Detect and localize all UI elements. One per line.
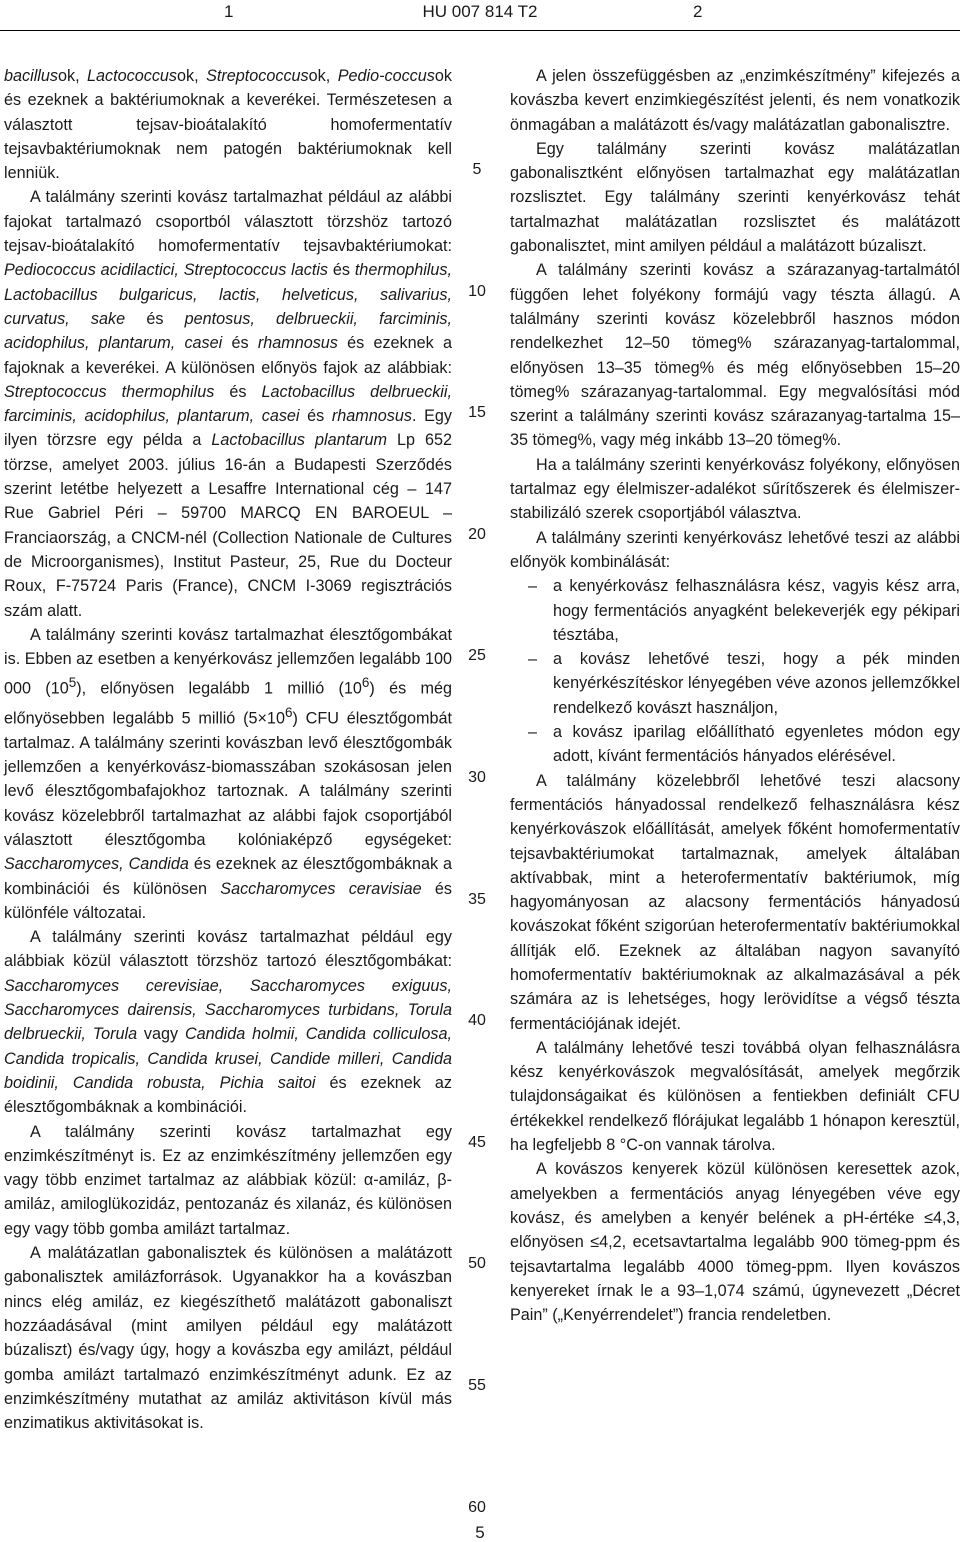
right-paragraph: Ha a találmány szerinti kenyérkovász folyékony, előnyösen tartalmaz egy élelmiszer-adalékot sűrítőszerek és élelmiszer-stabilizáló szerek csoportjából választva.: [510, 455, 960, 523]
right-paragraph: A találmány lehetővé teszi továbbá olyan felhasználásra kész kenyérkovászok megvalósítását, amelyek megőrzik tulajdonságaikat és különösen a fentiekben definiált CFU értékekkel rendelkező flórájukat legalább 1 hónapon keresztül, ha legfeljebb 8 °C-on vannak tárolva.: [510, 1038, 960, 1155]
list-item: [510, 574, 960, 647]
line-number: 55: [468, 1377, 486, 1394]
line-number: 20: [468, 525, 486, 543]
left-paragraph: A malátázatlan gabonalisztek és különösen a malátázott gabonalisztek amilázforrások. Ugyanakkor ha a kovászban nincs elég amiláz, ez kiegészíthető malátázott gabonaliszt hozzáadásával (mint amilyen például egy malátázott búzaliszt) és/vagy úgy, hogy a kovászba egy amilázt, például gomba amilázt tartalmazó enzimkészítményt adunk. Ez az enzimkészítmény mutathat az amiláz aktivitáson kívül más enzimatikus aktivitásokat is.: [4, 1244, 452, 1433]
line-number: 10: [468, 282, 486, 300]
left-paragraph: A találmány szerinti kovász tartalmazhat például egy alábbiak közül választott törzshöz tartozó élesztőgombákat: Saccharomyces cerevisiae, Saccharomyces exiguus, Saccharomyces dairensis, Saccharomyces turbidans, Torula delbrueckii, Torula vagy Candida holmii, Candida colliculosa, Candida tropicalis, Candida krusei, Candide milleri, Candida boidinii, Candida robusta, Pichia saitoi és ezeknek az élesztőgombáknak a kombinációi.: [4, 928, 452, 1117]
list-item-text: a kenyérkovász felhasználásra kész, vagyis kész arra, hogy fermentációs anyagként belekeverjék egy pékipari tésztába,: [553, 577, 960, 644]
header-rule: [0, 30, 960, 31]
list-dash: –: [528, 650, 538, 669]
right-paragraph: Egy találmány szerinti kovász malátázatlan gabonalisztként előnyösen tartalmazhat egy malátázatlan rozslisztet. Egy találmány szerinti kenyérkovász tehát tartalmazhat malátázatlan rozslisztet és malátázott gabonalisztet, mint amilyen például a malátázott búzaliszt.: [510, 139, 960, 256]
page-number-left: 1: [224, 2, 234, 21]
left-paragraph: A találmány szerinti kovász tartalmazhat egy enzimkészítményt is. Ez az enzimkészítmény jellemzően egy vagy több enzimet tartalmaz az alábbiak közül: α-amiláz, β-amiláz, amiloglükozidáz, pentozanáz és xilanáz, és különösen egy vagy több gomba amilázt tartalmaz.: [4, 1122, 452, 1238]
left-paragraph: A találmány szerinti kovász tartalmazhat élesztőgombákat is. Ebben az esetben a kenyérkovász jellemzően legalább 100 000 $(10^5)$, előnyösen legalább 1 millió $(10^6)$ és még előnyösebben legalább 5 millió $(5\times 10^6)$ CFU élesztőgombát tartalmaz. A találmány szerinti kovászban levő élesztőgombák jellemzően a kenyérkovász-biomasszában szokásosan jelen levő élesztőgombafajokhoz tartoznak. A találmány szerinti kovász közelebbről tartalmazhat az alábbi fajok csoportjából választott élesztőgomba kolóniaképző egységeket: Saccharomyces, Candida és ezeknek az élesztőgombáknak a kombinációi és különösen Saccharomyces ceravisiae és különféle változatai.: [4, 625, 453, 922]
document-id: HU 007 814 T2: [422, 2, 538, 21]
line-number: 45: [468, 1133, 486, 1151]
line-number: 50: [468, 1255, 486, 1273]
right-paragraph: A találmány szerinti kovász a szárazanyag-tartalmától függően lehet folyékony formájú vagy tészta állagú. A találmány szerinti kovász közelebbről hasznos módon rendelkezhet 12–50 tömeg% szárazanyag-tartalommal, előnyösen 13–35 tömeg% és még előnyösebben 15–20 tömeg% szárazanyag-tartalommal. Egy megvalósítási mód szerint a találmány szerinti kovász szárazanyag-tartalma 15–35 tömeg%, vagy még inkább 13–20 tömeg%.: [510, 261, 960, 450]
list-item-text: a kovász iparilag előállítható egyenletes módon egy adott, kívánt fermentációs hányados elérésével.: [553, 723, 960, 766]
left-column: [4, 64, 452, 1435]
right-paragraph: A jelen összefüggésben az „enzimkészítmény” kifejezés a kovászba kevert enzimkiegészítést jelenti, és nem vonatkozik önmagában a malátázott és/vagy malátázatlan gabonalisztre.: [510, 67, 960, 134]
advantages-list: [510, 574, 960, 768]
list-dash: –: [528, 723, 538, 742]
right-paragraph: A találmány közelebbről lehetővé teszi alacsony fermentációs hányadossal rendelkező felhasználásra kész kenyérkovászok előállítását, amelyek főként homofermentatív tejsavbaktériumokat tartalmaznak, amelyek általában aktívabbak, mint a heterofermentatív baktériumok, míg hagyományosan az alacsony fermentációs hányadosú kovászokat főként szigorúan heterofermentatív baktériumokkal állítják elő. Ezeknek az általában nagyon savanyító homofermentatív baktériumoknak az alkalmazásával a pék számára az is lehetséges, hogy lerövidítse a végső tészta fermentációjának idejét.: [510, 771, 960, 1033]
left-paragraph: A találmány szerinti kovász tartalmazhat például az alábbi fajokat tartalmazó csoportból választott törzshöz tartozó tejsav-bioátalakító homofermentatív tejsavbaktériumokat: Pediococcus acidilactici, Streptococcus lactis és thermophilus, Lactobacillus bulgaricus, lactis, helveticus, salivarius, curvatus, sake és pentosus, delbrueckii, farciminis, acidophilus, plantarum, casei és rhamnosus és ezeknek a fajoknak a keverékei. A különösen előnyös fajok az alábbiak: Streptococcus thermophilus és Lactobacillus delbrueckii, farciminis, acidophilus, plantarum, casei és rhamnosus. Egy ilyen törzsre egy példa a Lactobacillus plantarum Lp 652 törzse, amelyet 2003. július 16-án a Budapesti Szerződés szerint letétbe helyezett a Lesaffre International cég – 147 Rue Gabriel Péri – 59700 MARCQ EN BAROEUL – Franciaország, a CNCM-nél (Collection Nationale de Cultures de Microorganismes), Institut Pasteur, 25, Rue du Docteur Roux, F-75724 Paris (France), CNCM I-3069 regisztrációs szám alatt.: [4, 188, 453, 620]
left-paragraph: bacillusok, Lactococcusok, Streptococcusok, Pedio-coccusok és ezeknek a baktériumoknak a keverékei. Természetesen a választott tejsav-bioátalakító homofermentatív tejsavbaktériumoknak nem patogén baktériumoknak kell lenniük.: [4, 67, 452, 183]
list-dash: –: [528, 577, 538, 596]
right-column-paragraphs-after-list: [510, 769, 960, 1328]
line-number: 40: [468, 1012, 486, 1030]
page-number-right: 2: [693, 2, 703, 21]
list-item: [510, 720, 960, 769]
right-column: [510, 64, 960, 1327]
line-number: 15: [468, 404, 486, 422]
list-item-text: a kovász lehetővé teszi, hogy a pék minden kenyérkészítéskor lényegében véve azonos jellemzőkkel rendelkező kovászt használjon,: [553, 650, 960, 717]
list-item: [510, 647, 960, 720]
line-number: 60: [468, 1498, 486, 1516]
right-paragraph: A találmány szerinti kenyérkovász lehetővé teszi az alábbi előnyök kombinálását:: [510, 528, 960, 571]
page-footer-number: 5: [475, 1523, 485, 1542]
line-number: 35: [468, 890, 486, 908]
line-number: 5: [472, 161, 482, 178]
line-number: 30: [468, 769, 486, 786]
right-paragraph: A kovászos kenyerek közül különösen keresettek azok, amelyekben a fermentációs anyag lényegében véve egy kovász, és amelyben a kenyér belének a pH-értéke ≤4,3, előnyösen ≤4,2, ecetsavtartalma legalább 900 tömeg-ppm és tejsavtartalma legalább 4000 tömeg-ppm. Ilyen kovászos kenyereket írnak le a 93–1,074 számú, úgynevezett „Décret Pain” („Kenyérrendelet”) francia rendeletben.: [510, 1160, 960, 1325]
right-column-paragraphs-before-list: [510, 64, 960, 574]
line-number: 25: [468, 647, 486, 665]
